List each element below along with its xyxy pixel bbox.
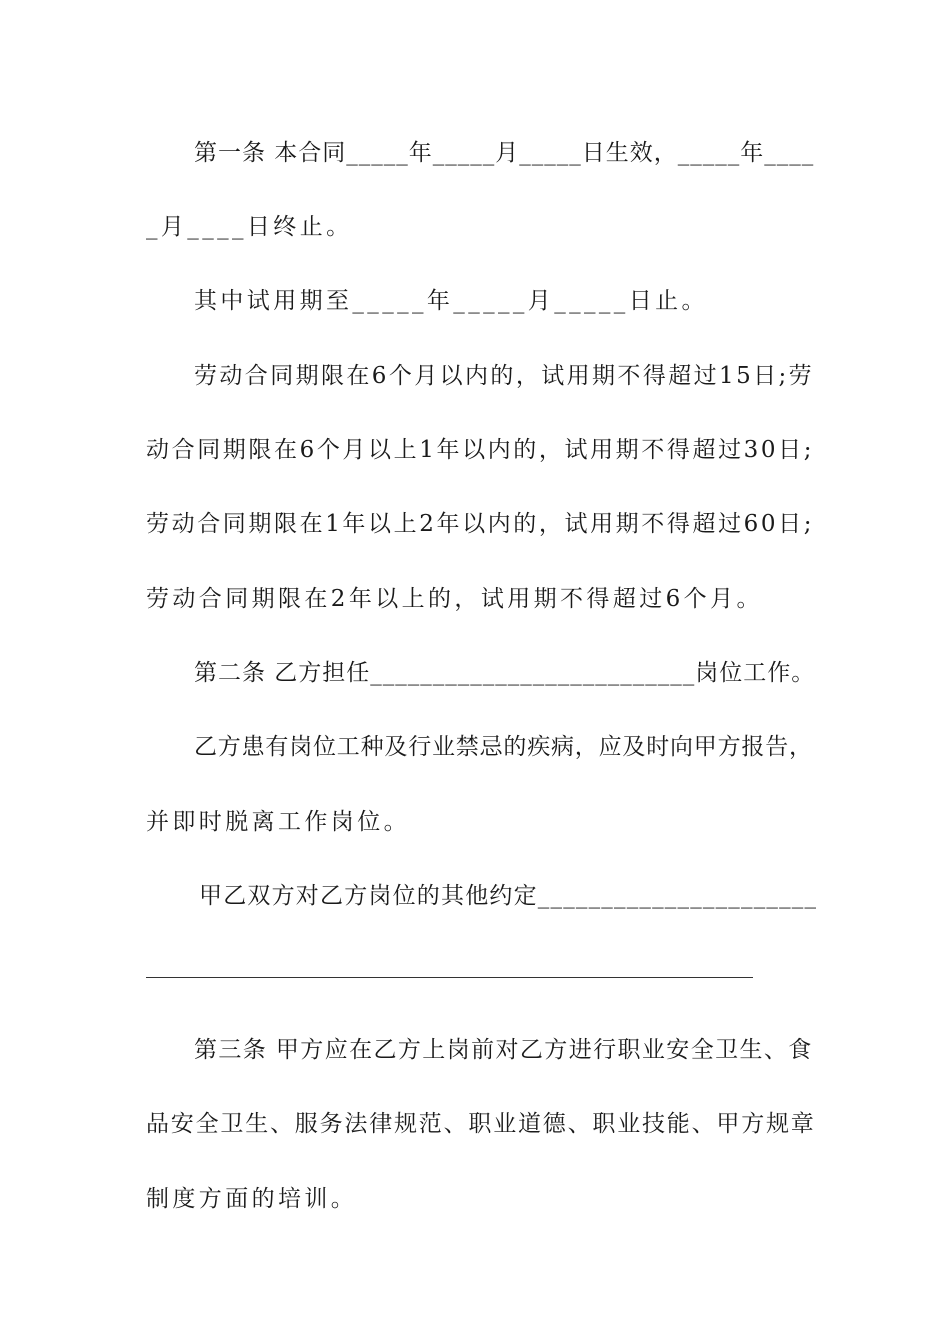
probation-rule-2: 动合同期限在6个月以上1年以内的，试用期不得超过30日; bbox=[146, 437, 815, 463]
article-3-training-end: 制度方面的培训。 bbox=[146, 1186, 358, 1212]
probation-rule-1: 劳动合同期限在6个月以内的，试用期不得超过15日;劳 bbox=[194, 363, 815, 389]
article-2-position: 第二条 乙方担任__________________________岗位工作。 bbox=[194, 660, 816, 686]
other-agreements: 甲乙双方对乙方岗位的其他约定______________________ bbox=[199, 883, 818, 909]
probation-rule-3: 劳动合同期限在1年以上2年以内的，试用期不得超过60日; bbox=[146, 511, 815, 537]
article-1-effective-dates: 第一条 本合同_____年_____月_____日生效，_____年____ bbox=[194, 140, 815, 166]
probation-end-date: 其中试用期至_____年_____月_____日止。 bbox=[194, 288, 708, 314]
article-3-training: 第三条 甲方应在乙方上岗前对乙方进行职业安全卫生、食 bbox=[194, 1037, 813, 1063]
article-2-disease-report-cont: 并即时脱离工作岗位。 bbox=[146, 809, 410, 835]
article-2-disease-report: 乙方患有岗位工种及行业禁忌的疾病，应及时向甲方报告， bbox=[194, 734, 813, 760]
article-1-termination-date: _月____日终止。 bbox=[146, 214, 353, 240]
article-3-training-cont: 品安全卫生、服务法律规范、职业道德、职业技能、甲方规章 bbox=[146, 1111, 816, 1137]
probation-rule-4: 劳动合同期限在2年以上的，试用期不得超过6个月。 bbox=[146, 586, 763, 612]
blank-fill-line bbox=[146, 977, 753, 978]
